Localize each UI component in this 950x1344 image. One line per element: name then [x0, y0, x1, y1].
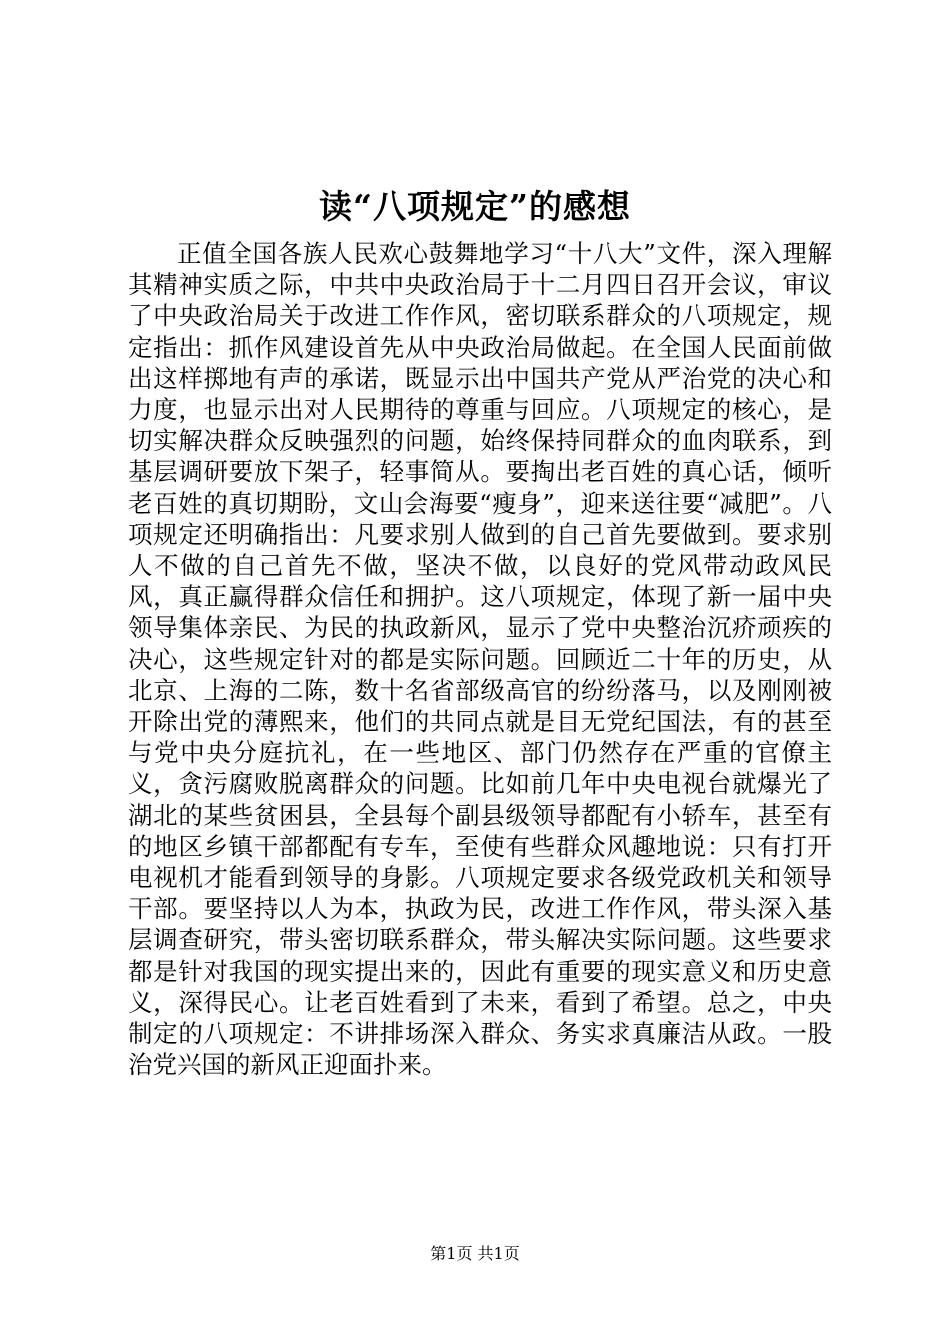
page-number-footer: 第1页 共1页 — [430, 1244, 520, 1263]
document-title: 读“八项规定”的感想 — [319, 187, 631, 226]
document-body-paragraph: 正值全国各族人民欢心鼓舞地学习“十八大”文件，深入理解其精神实质之际，中共中央政治局于十二月四日召开会议，审议了中央政治局关于改进工作作风，密切联系群众的八项规定，规定指出：抓作风建设首先从中央政治局做起。在全国人民面前做出这样掷地有声的承诺，既显示出中国共产党从严治党的决心和力度，也显示出对人民期待的尊重与回应。八项规定的核心，是切实解决群众反映强烈的问题，始终保持同群众的血肉联系，到基层调研要放下架子，轻事简从。要掏出老百姓的真心话，倾听老百姓的真切期盼，文山会海要“瘦身”，迎来送往要“减肥”。八项规定还明确指出：凡要求别人做到的自己首先要做到。要求别人不做的自己首先不做，坚决不做，以良好的党风带动政风民风，真正赢得群众信任和拥护。这八项规定，体现了新一届中央领导集体亲民、为民的执政新风，显示了党中央整治沉疥顽疾的决心，这些规定针对的都是实际问题。回顾近二十年的历史，从北京、上海的二陈，数十名省部级高官的纷纷落马，以及刚刚被开除出党的薄熙来，他们的共同点就是目无党纪国法，有的甚至与党中央分庭抗礼，在一些地区、部门仍然存在严重的官僚主义，贪污腐败脱离群众的问题。比如前几年中央电视台就爆光了湖北的某些贫困县，全县每个副县级领导都配有小轿车，甚至有的地区乡镇干部都配有专车，至使有些群众风趣地说：只有打开电视机才能看到领导的身影。八项规定要求各级党政机关和领导干部。要坚持以人为本，执政为民，改进工作作风，带头深入基层调查研究，带头密切联系群众，带头解决实际问题。这些要求都是针对我国的现实提出来的，因此有重要的现实意义和历史意义，深得民心。让老百姓看到了未来，看到了希望。总之，中央制定的八项规定：不讲排场深入群众、务实求真廉洁从政。一股治党兴国的新风正迎面扑来。 — [128, 239, 832, 1080]
